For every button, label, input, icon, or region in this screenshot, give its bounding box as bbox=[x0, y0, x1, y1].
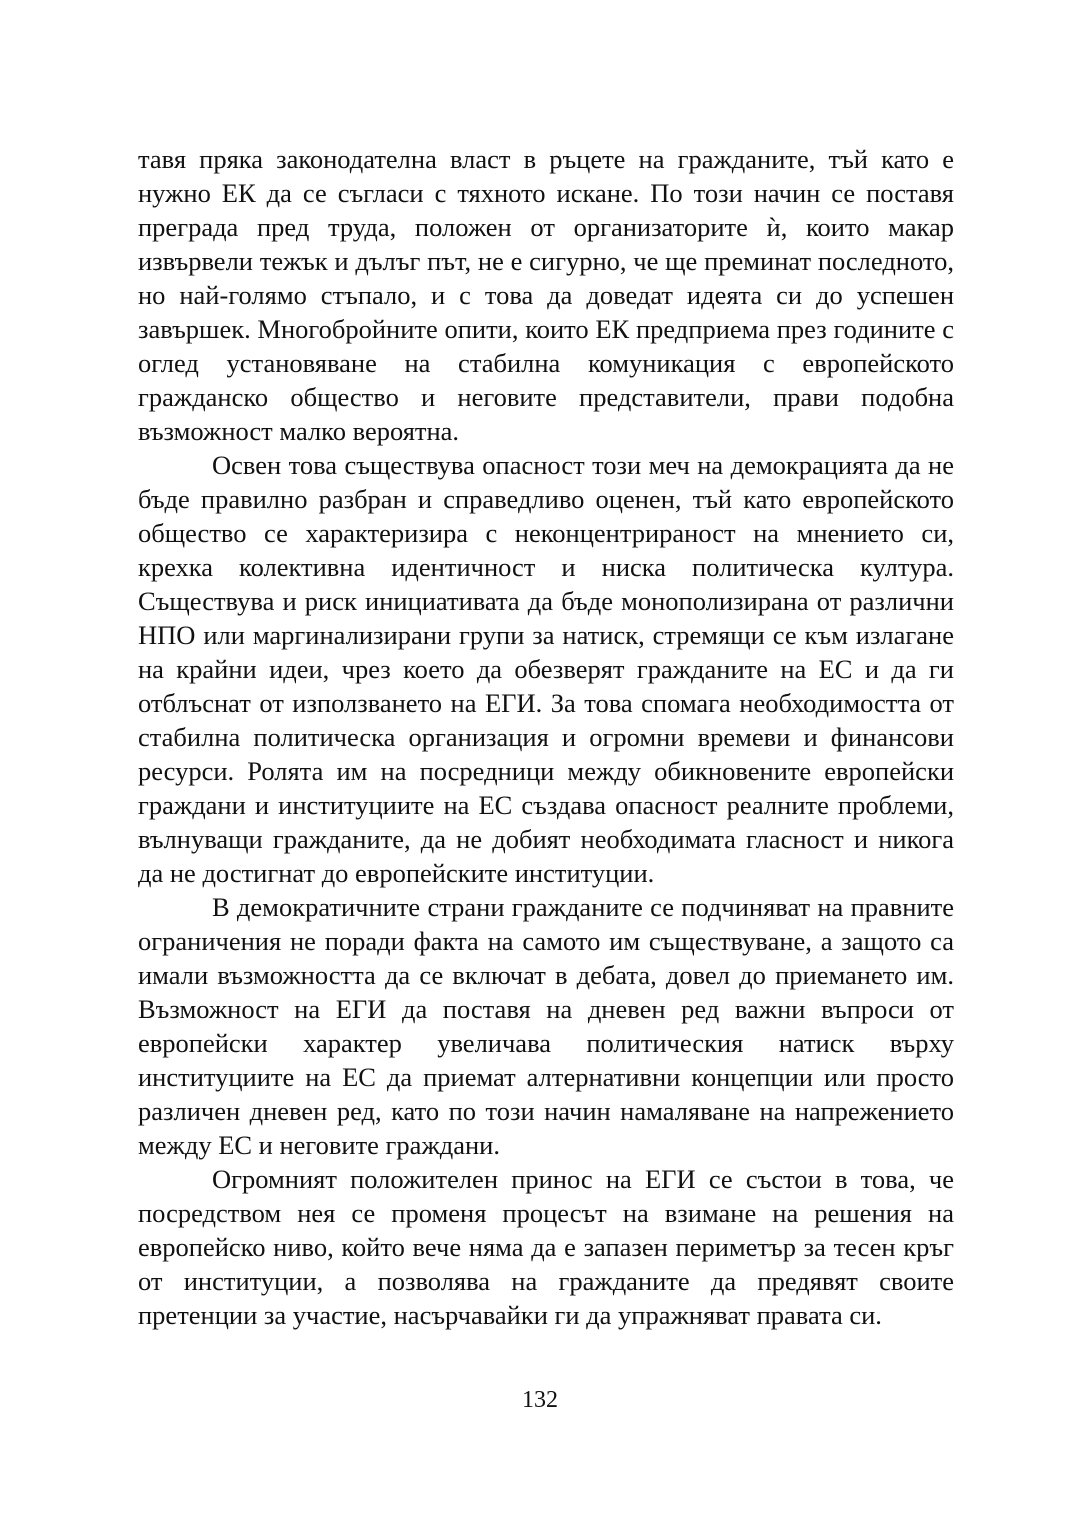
paragraph: В демократичните страни гражданите се подчиняват на правните ограничения не поради факта на самото им съществуване, а защото са имали възможността да се включат в дебата, довел до приемането им. Възможност на ЕГИ да поставя на дневен ред важни въпроси от европейски характер увеличава политическия натиск върху институциите на ЕС да приемат алтернативни концепции или просто различен дневен ред, като по този начин намаляване на напрежението между ЕС и неговите граждани. bbox=[138, 892, 954, 1160]
paragraph: Освен това съществува опасност този меч на демокрацията да не бъде правилно разбран и справедливо оценен, тъй като европейското общество се характеризира с неконцентрираност на мнението си, крехка колективна идентичност и ниска политическа култура. Съществува и риск инициативата да бъде монополизирана от различни НПО или маргинализирани групи за натиск, стремящи се към излагане на крайни идеи, чрез което да обезверят гражданите на ЕС и да ги отблъснат от използването на ЕГИ. За това спомага необходимостта от стабилна политическа организация и огромни времеви и финансови ресурси. Ролята им на посредници между обикновените европейски граждани и институциите на ЕС създава опасност реалните проблеми, вълнуващи гражданите, да не добият необходимата гласност и никога да не достигнат до европейските институции. bbox=[138, 450, 954, 888]
paragraph-continued: тавя пряка законодателна власт в ръцете на гражданите, тъй като е нужно ЕК да се съгласи с тяхното искане. По този начин се поставя преграда пред труда, положен от организаторите ѝ, които макар извървели тежък и дълъг път, не е сигурно, че ще преминат последното, но най-голямо стъпало, и с това да доведат идеята си до успешен завършек. Многобройните опити, които ЕК предприема през годините с оглед установяване на стабилна комуникация с европейското гражданско общество и неговите представители, прави подобна възможност малко вероятна. bbox=[138, 144, 954, 446]
page-number: 132 bbox=[522, 1387, 558, 1413]
paragraph: Огромният положителен принос на ЕГИ се състои в това, че посредством нея се променя процесът на взимане на решения на европейско ниво, който вече няма да е запазен периметър за тесен кръг от институции, а позволява на гражданите да предявят своите претенции за участие, насърчавайки ги да упражняват правата си. bbox=[138, 1164, 954, 1330]
body-text bbox=[138, 142, 954, 1332]
